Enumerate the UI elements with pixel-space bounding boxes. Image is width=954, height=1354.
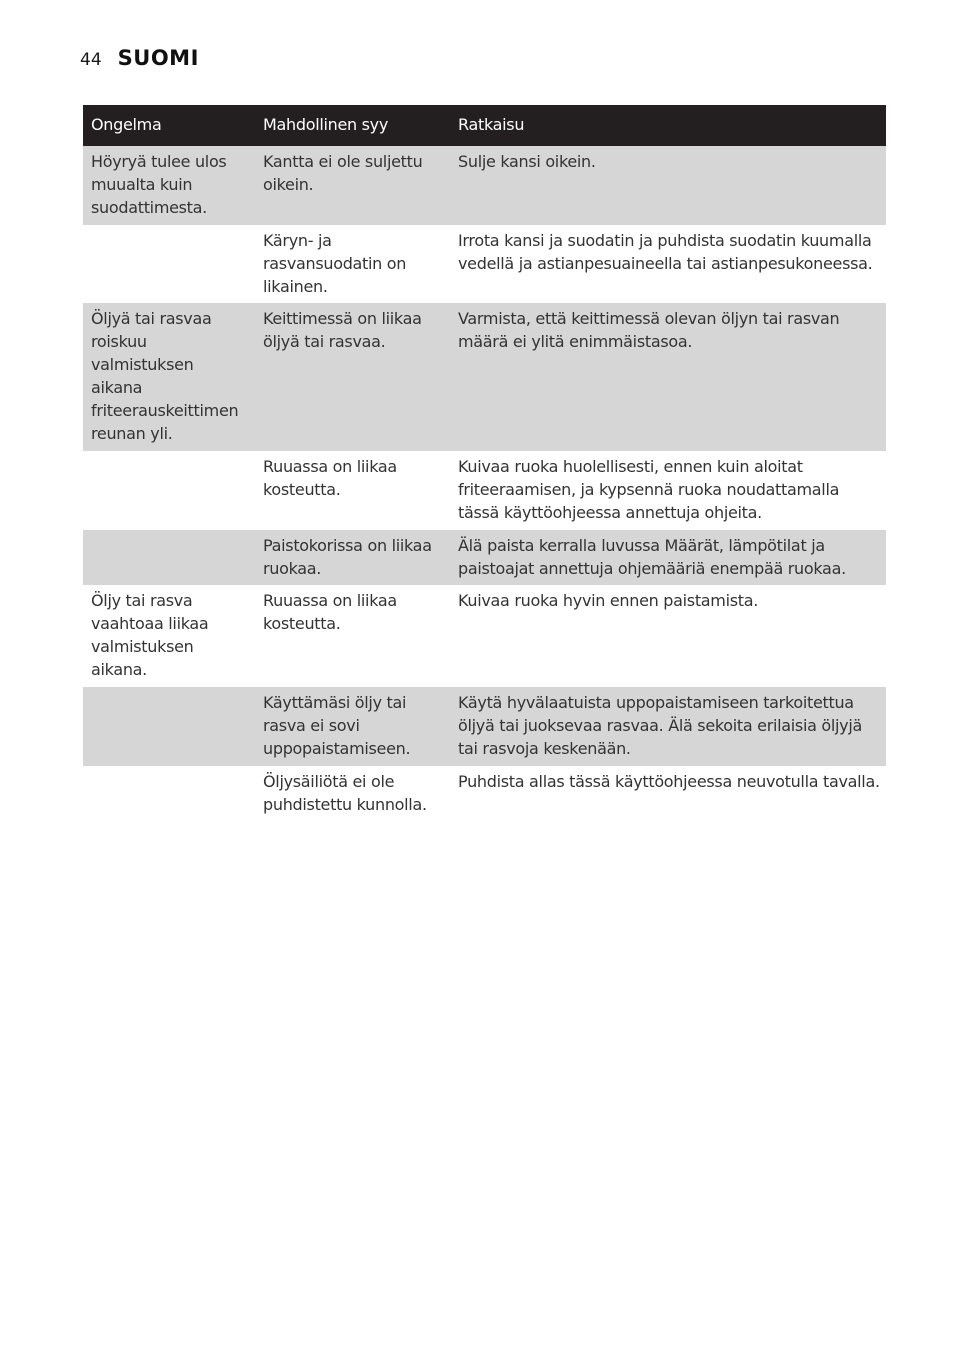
solution-cell: Sulje kansi oikein. (450, 146, 886, 225)
troubleshooting-table (83, 105, 886, 822)
column-header-cause: Mahdollinen syy (255, 105, 450, 146)
solution-cell: Kuivaa ruoka hyvin ennen paistamista. (458, 591, 759, 611)
cause-cell: Paistokorissa on liikaa ruokaa. (255, 530, 450, 586)
cause-cell: Käyttämäsi öljy tai rasva ei sovi uppopaistamiseen. (255, 687, 450, 766)
table-header-row (83, 105, 886, 146)
table-row (83, 530, 886, 586)
table-row (83, 303, 886, 450)
table-body (83, 146, 886, 822)
cause-cell: Ruuassa on liikaa kosteutta. (263, 456, 397, 499)
problem-cell: Öljyä tai rasvaa roiskuu valmistuksen aikana friteerauskeittimen reunan yli. (83, 303, 255, 450)
cause-cell: Öljysäiliötä ei ole puhdistettu kunnolla. (263, 771, 427, 814)
column-header-solution: Ratkaisu (450, 105, 886, 146)
cause-cell: Keittimessä on liikaa öljyä tai rasvaa. (255, 303, 450, 450)
table-row (83, 225, 886, 304)
problem-cell: Öljy tai rasva vaahtoaa liikaa valmistuksen aikana. (91, 591, 209, 680)
solution-cell: Kuivaa ruoka huolellisesti, ennen kuin aloitat friteeraamisen, ja kypsennä ruoka noudattamalla tässä käyttöohjeessa annettuja ohjeita. (458, 456, 840, 522)
page-header (80, 46, 199, 70)
page-number: 44 (80, 50, 102, 70)
table-row (83, 585, 886, 687)
problem-cell (83, 530, 255, 586)
solution-cell: Varmista, että keittimessä olevan öljyn tai rasvan määrä ei ylitä enimmäistasoa. (450, 303, 886, 450)
section-title: SUOMI (117, 46, 199, 70)
problem-cell (83, 451, 255, 530)
table-header (83, 105, 886, 146)
cause-cell: Ruuassa on liikaa kosteutta. (263, 591, 397, 634)
cause-cell: Kantta ei ole suljettu oikein. (255, 146, 450, 225)
table-row (83, 451, 886, 530)
problem-cell: Höyryä tulee ulos muualta kuin suodattimesta. (83, 146, 255, 225)
solution-cell: Irrota kansi ja suodatin ja puhdista suodatin kuumalla vedellä ja astianpesuaineella tai astianpesukoneessa. (458, 230, 873, 273)
solution-cell: Puhdista allas tässä käyttöohjeessa neuvotulla tavalla. (458, 771, 880, 791)
table-row (83, 146, 886, 225)
problem-cell (83, 687, 255, 766)
solution-cell: Käytä hyvälaatuista uppopaistamiseen tarkoitettua öljyä tai juoksevaa rasvaa. Älä sekoita erilaisia öljyjä tai rasvoja keskenään. (450, 687, 886, 766)
cause-cell: Käryn- ja rasvansuodatin on likainen. (263, 230, 407, 296)
table-row (83, 687, 886, 766)
column-header-problem: Ongelma (83, 105, 255, 146)
problem-cell (83, 225, 255, 304)
solution-cell: Älä paista kerralla luvussa Määrät, lämpötilat ja paistoajat annettuja ohjemääriä enempää ruokaa. (450, 530, 886, 586)
problem-cell (83, 766, 255, 822)
table-row (83, 766, 886, 822)
